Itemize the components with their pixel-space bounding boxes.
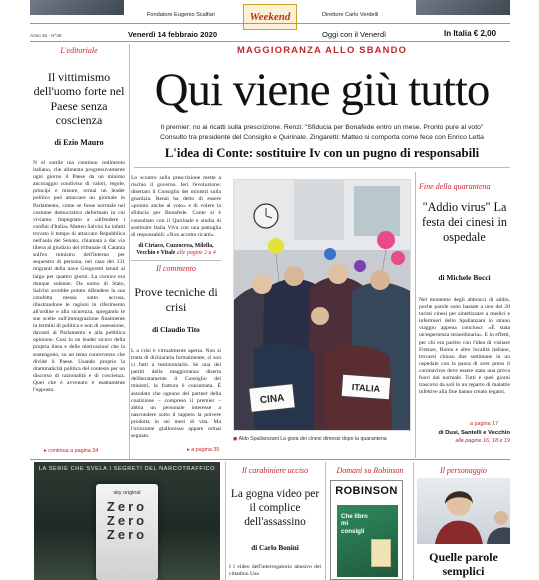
photo-sign-cina: CINA	[259, 392, 285, 407]
comment-page[interactable]: ▸ a pagina 35	[187, 447, 220, 453]
quarantine-others: di Dusi, Santelli e Vecchio	[438, 430, 510, 436]
robinson-cover-text: Che libro mi consigli	[341, 513, 368, 535]
issue-number: Anno 45 - N°38	[30, 33, 62, 38]
editorial-body: N el sottile ma continuo cedimento italiano, che alimenta progressivamente ogni giorno il Paese da un minimo ancoraggio condiviso di valori, regole, principi e misure, ormai un leader politico può attaccare un giornale in Parlamento, come se fosse normale nel costume democratico deformato in cui viviamo. Impegnato a «difendere i confini d'Italia» Matteo Salvini ha infatti trovato il tempo di attaccare Repubblica nell'aula del Senato, chiamata a dar via libera al giudizio del tribunale di Catania sull'ex ministro dell'Interno per sequestro di persona, nel caso dei 131 migranti della nave Gregoretti tenuti al largo per quattro giorni. La cornice era dunque solenne. Da uomo di Stato, Salvini avrebbe potuto difendere la sua condotta messa sotto accusa, illustrandone le ragioni in riferimento all'ordine e alla sicurezza, spiegando le sue scelte sull'immigrazione finalmente in termini di politica e non di ossessione, davanti al Parlamento e alla pubblica opinione. Così lo un leader sicuro della propria linea e delle motivazioni che la sostengono, su un tema controverso che divide il Paese. Usando proprio la drammaticità politica del contesto per un discorso di razionalità e di coscienza. Quei che è avvenuto è esattamente l'opposto.	[33, 160, 125, 393]
carabiniere-author: di Carlo Bonini	[251, 544, 299, 552]
masthead-thumb-left	[30, 0, 124, 15]
editorial-continue[interactable]: ▸ continua a pagina 34	[44, 448, 99, 454]
lead-subhead[interactable]: L'idea di Conte: sostituire Iv con un pugno di responsabili	[164, 146, 480, 160]
quarantine-title-rest: La festa dei cinesi in ospedale	[422, 200, 507, 244]
comment-title[interactable]: Prove tecniche di crisi	[134, 285, 218, 314]
robinson-book-icon	[371, 539, 391, 567]
carabiniere-kicker: Il carabiniere ucciso	[241, 466, 309, 475]
supplement-note: Oggi con il Venerdì	[322, 30, 387, 39]
robinson-kicker: Domani su Robinson	[336, 466, 404, 475]
quarantine-others-pages[interactable]: alle pagine 16, 18 e 19	[455, 438, 510, 444]
personaggio-photo[interactable]	[417, 478, 510, 544]
director-line: Direttore Carlo Verdelli	[322, 12, 379, 18]
photo-caption	[233, 436, 411, 442]
masthead-thumb-right	[416, 0, 510, 15]
comment-page-text: a pagina 35	[191, 447, 220, 453]
lead-pages: alle pagine 2 a 4	[176, 250, 216, 256]
robinson-cover-art	[337, 505, 398, 577]
editorial-continue-text: continua a pagina 34	[48, 448, 99, 454]
lead-deck-1: Il premier: no ai ricatti sulla prescrizione. Renzi: "Sfiducia per Bonafede entro un mese. Pronto pure al voto"	[160, 124, 484, 131]
lead-body: Lo scontro sulla prescrizione mette a rischio il governo. Ieri l'evoluzione: disertato il Consiglio dei ministri sulla giustizia. Renzi ha detto di essere «pronto anche al voto» e di volere la sfiducia per Bonafede. Conte si è consultato con il Quirinale e studia di sostituire Italia Viva con una pattuglia di responsabili: «Non accetto ricatti».	[131, 175, 221, 238]
lead-authors-names: di Ciriaco, Cuzzocrea, Milella, Vecchio e Vitale	[136, 243, 214, 256]
comment-author: di Claudio Tito	[152, 325, 200, 334]
lead-photo[interactable]	[233, 179, 411, 431]
lead-headline[interactable]: Qui viene giù tutto	[154, 64, 490, 116]
tv-promo[interactable]	[34, 462, 220, 580]
quarantine-title-quote: "Addio virus"	[422, 200, 491, 214]
robinson-brand: ROBINSON	[335, 485, 398, 497]
tv-promo-kicker: LA SERIE CHE SVELA I SEGRETI DEL NARCOTRAFFICO	[38, 466, 216, 472]
editorial-author: di Ezio Mauro	[54, 138, 104, 147]
quarantine-title[interactable]	[419, 200, 510, 245]
comment-kicker: Il commento	[156, 264, 196, 273]
lead-deck-2: Consulto tra presidente del Consiglio e Quirinale. Zingaretti: Matteo si comporta come fece con Enrico Letta	[160, 134, 484, 141]
weekend-logo-text: Weekend	[249, 11, 291, 23]
tv-promo-box	[96, 484, 158, 580]
quarantine-page[interactable]: a pagina 17	[470, 421, 499, 427]
lead-authors	[131, 243, 221, 257]
quarantine-kicker: Fine della quarantena	[419, 182, 491, 191]
carabiniere-body: I l video dell'interrogatorio abusivo del cittadino Usa	[229, 564, 321, 578]
lead-kicker: MAGGIORANZA ALLO SBANDO	[236, 44, 408, 55]
photo-sign-italia: ITALIA	[351, 382, 381, 394]
issue-date: Venerdì 14 febbraio 2020	[128, 30, 218, 39]
editorial-title[interactable]: Il vittimismo dell'uomo forte nel Paese senza coscienza	[33, 70, 125, 128]
tv-promo-title: ZeroZeroZero	[106, 499, 148, 542]
camera-icon: ◼	[233, 436, 238, 442]
founder-line: Fondatore Eugenio Scalfari	[147, 12, 215, 18]
weekend-logo	[243, 4, 297, 30]
comment-body: L a crisi è virtualmente aperta. Non si tratta di dichiararla formalmente, ci son ci fatti a testimoniarlo. Se una dei partiti della maggioranza diserta deliberatamente il Consiglio dei ministri, la frattura è consumata. È assodato che ognuno dei partner della coalizione – compreso il premier – abbia un personale interesse a nascondere sotto il tappeto la polvere prodotta in sei mesi di vita. Ma l'orizzonte giallorosso appare ormai segnato.	[131, 348, 221, 440]
robinson-cover[interactable]	[330, 480, 403, 580]
quarantine-body: Nel momento degli abbracci di addio, poche parole sono bastate a uno dei 20 turisti cinesi per sintetizzare a medici e infermieri dello Spallanzani lo strano viaggio appena concluso: «È stata un'esperienza straordinaria». E in effetti, per chi era partito con l'idea di visitare Firenze, Roma e altre località italiane, trovarsi chiuso due settimane in un ospedale con la paura di aver preso il coronavirus deve essere stata una prova fuori dal normale. Tutti e quei giorni trascorsi da soli in un reparto di malattie infettive alla fine hanno creato legami.	[419, 297, 510, 396]
personaggio-kicker: Il personaggio	[440, 466, 487, 475]
tv-promo-brand: sky original	[113, 490, 141, 496]
personaggio-title[interactable]: Quelle parole semplici	[429, 550, 498, 579]
carabiniere-title[interactable]: La gogna video per il complice dell'assassino	[230, 488, 320, 528]
quarantine-author: di Michele Bocci	[438, 273, 491, 282]
editorial-kicker: L'editoriale	[60, 46, 98, 55]
price: In Italia € 2,00	[444, 29, 497, 38]
photo-caption-text: Aldo Spallarozani La gioia dei cinesi dimessi dopo la quarantena	[238, 436, 387, 442]
